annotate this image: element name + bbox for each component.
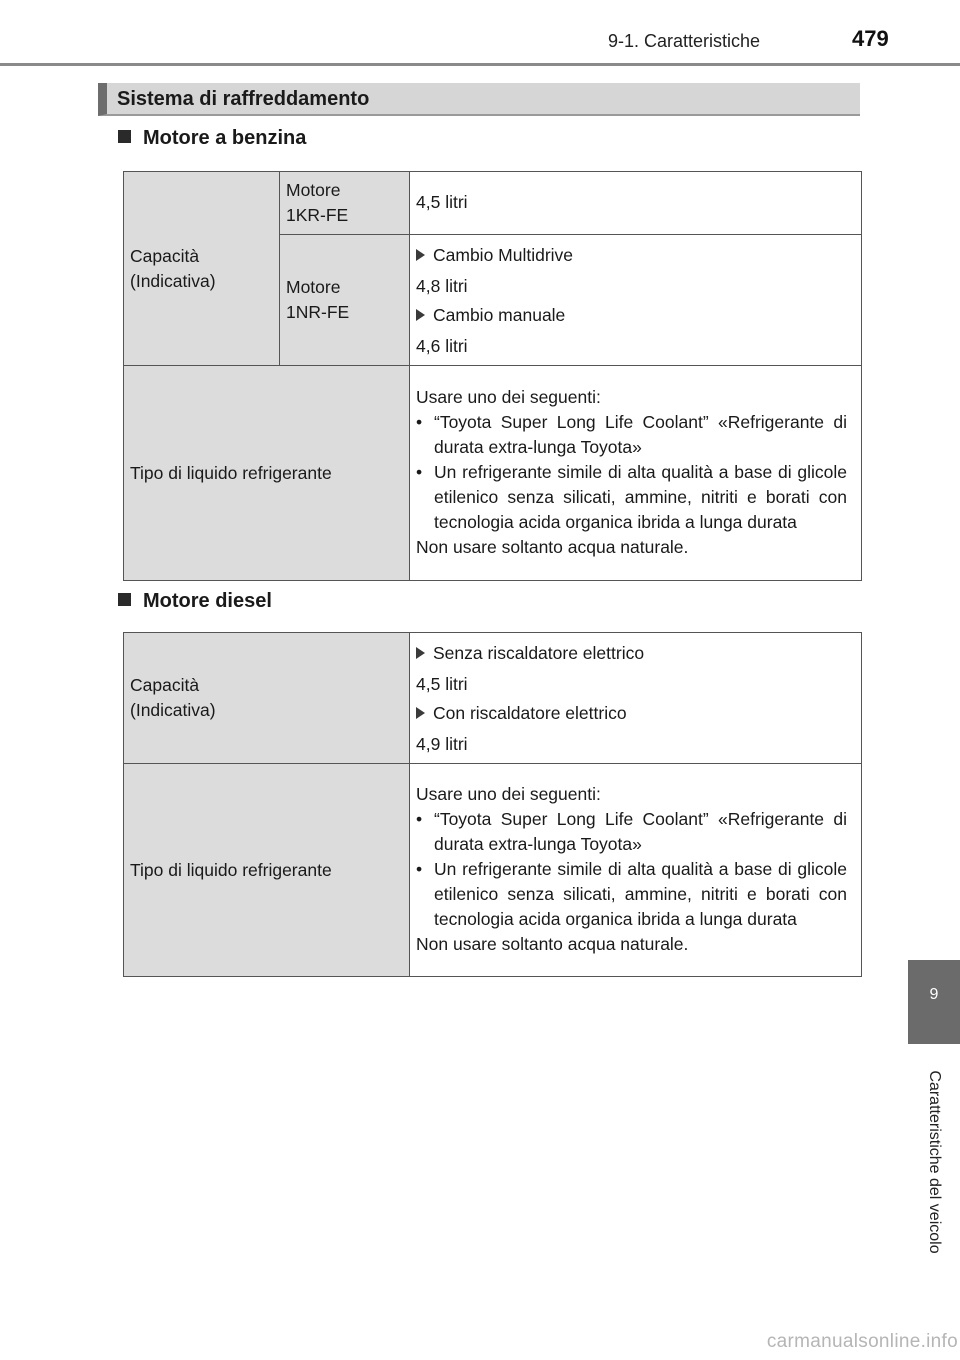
coolant-type-label: Tipo di liquido refrigerante <box>130 859 332 880</box>
coolant-intro: Usare uno dei seguenti: <box>416 783 601 804</box>
option-label: Cambio manuale <box>433 305 566 325</box>
table-row <box>124 633 862 764</box>
engine-cell <box>280 172 410 235</box>
watermark: carmanualsonline.info <box>766 1331 958 1352</box>
triangle-arrow-icon <box>416 249 425 261</box>
option-no-heater <box>416 641 847 666</box>
diesel-subheading <box>118 590 272 613</box>
bullet-text: “Toyota Super Long Life Coolant” «Refrigerante di durata extra-lunga Toyota» <box>434 808 847 854</box>
diesel-table <box>123 632 862 977</box>
bullet-text: Un refrigerante simile di alta qualità a base di glicole etilenico senza silicati, ammine, nitriti e borati con tecnologia acida organica ibrida a lunga durata <box>434 461 847 532</box>
option-multidrive <box>416 243 847 268</box>
coolant-value-cell <box>410 366 862 581</box>
capacity-label: Capacità (Indicativa) <box>130 675 216 720</box>
value-cell <box>410 235 862 366</box>
engine-1kr-fe-label: Motore 1KR-FE <box>286 180 349 225</box>
capacity-label-cell <box>124 172 280 366</box>
option-value: 4,5 litri <box>416 674 468 694</box>
square-bullet-icon <box>118 593 131 606</box>
option-manual <box>416 303 847 328</box>
coolant-note: Non usare soltanto acqua naturale. <box>416 933 689 954</box>
option-label: Senza riscaldatore elettrico <box>433 643 645 663</box>
square-bullet-icon <box>118 130 131 143</box>
coolant-bullet: • “Toyota Super Long Life Coolant” «Refrigerante di durata extra-lunga Toyota» <box>416 808 847 854</box>
option-value: 4,6 litri <box>416 336 468 356</box>
header-section: 9-1. Caratteristiche <box>608 31 761 51</box>
option-label: Con riscaldatore elettrico <box>433 703 627 723</box>
coolant-label-cell <box>124 764 410 977</box>
table-row <box>124 764 862 977</box>
option-with-heater <box>416 701 847 726</box>
section-title: Sistema di raffreddamento <box>98 83 860 116</box>
page-number: 479 <box>852 26 889 51</box>
value-cell <box>410 633 862 764</box>
engine-1nr-fe-label: Motore 1NR-FE <box>286 277 350 322</box>
header-rule <box>0 63 960 66</box>
engine-cell <box>280 235 410 366</box>
option-label: Cambio Multidrive <box>433 245 574 265</box>
capacity-label: Capacità (Indicativa) <box>130 245 216 291</box>
coolant-label-cell <box>124 366 410 581</box>
chapter-side-label: Caratteristiche del veicolo <box>926 1070 943 1254</box>
table-row <box>124 172 862 235</box>
coolant-type-label: Tipo di liquido refrigerante <box>130 462 332 483</box>
diesel-subheading-text: Motore diesel <box>143 590 272 612</box>
capacity-label-cell <box>124 633 410 764</box>
coolant-bullet: • “Toyota Super Long Life Coolant” «Refrigerante di durata extra-lunga Toyota» <box>416 411 847 457</box>
coolant-bullet: • Un refrigerante simile di alta qualità a base di glicole etilenico senza silicati, ammine, nitriti e borati con tecnologia acida organica ibrida a lunga durata <box>416 858 847 929</box>
coolant-note: Non usare soltanto acqua naturale. <box>416 536 689 557</box>
bullet-text: “Toyota Super Long Life Coolant” «Refrigerante di durata extra-lunga Toyota» <box>434 411 847 457</box>
table-row <box>124 366 862 581</box>
chapter-tab <box>908 960 960 1044</box>
chapter-number: 9 <box>929 986 939 1003</box>
coolant-value-cell <box>410 764 862 977</box>
triangle-arrow-icon <box>416 309 425 321</box>
engine-1kr-fe-capacity: 4,5 litri <box>416 191 468 212</box>
coolant-bullet: • Un refrigerante simile di alta qualità a base di glicole etilenico senza silicati, ammine, nitriti e borati con tecnologia acida organica ibrida a lunga durata <box>416 461 847 532</box>
petrol-table <box>123 171 862 581</box>
bullet-text: Un refrigerante simile di alta qualità a base di glicole etilenico senza silicati, ammine, nitriti e borati con tecnologia acida organica ibrida a lunga durata <box>434 858 847 929</box>
petrol-subheading <box>118 127 306 150</box>
triangle-arrow-icon <box>416 647 425 659</box>
option-value: 4,8 litri <box>416 276 468 296</box>
petrol-subheading-text: Motore a benzina <box>143 127 307 149</box>
triangle-arrow-icon <box>416 707 425 719</box>
value-cell <box>410 172 862 235</box>
option-value: 4,9 litri <box>416 734 468 754</box>
coolant-intro: Usare uno dei seguenti: <box>416 386 601 407</box>
